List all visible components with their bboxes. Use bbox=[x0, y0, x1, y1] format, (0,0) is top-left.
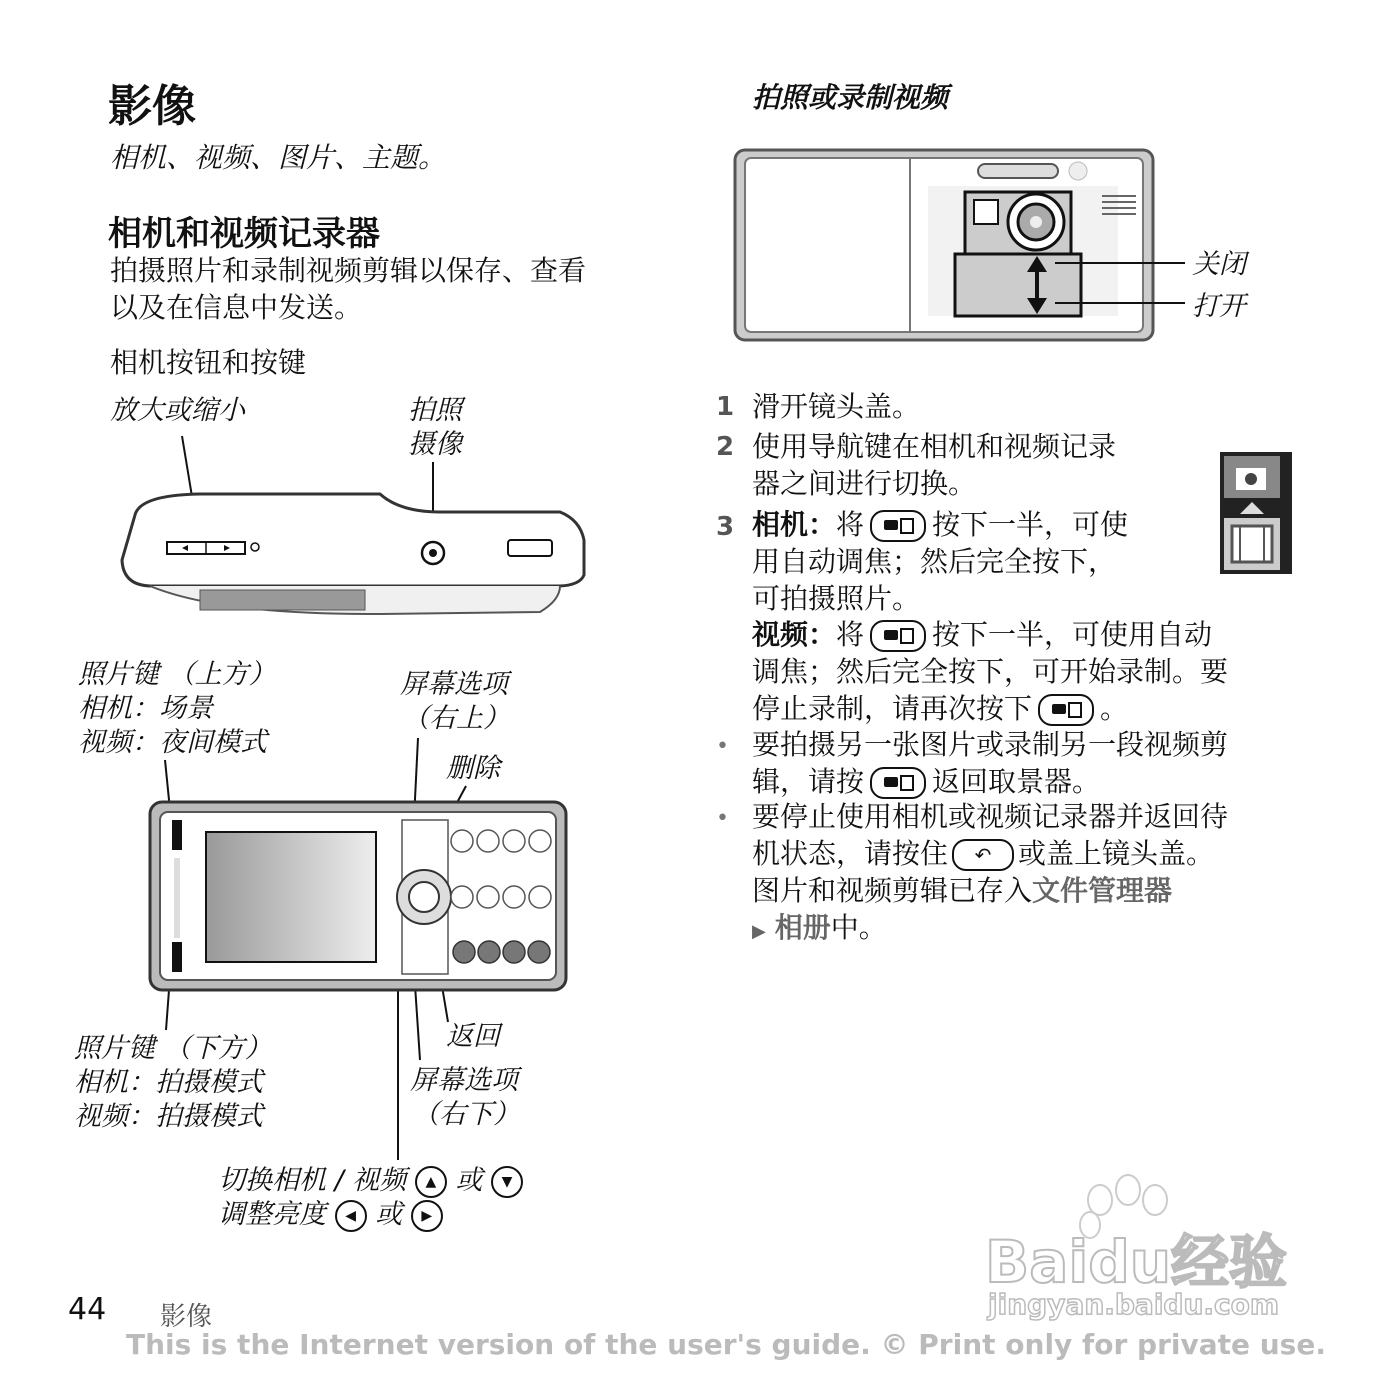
bullet-2-line-4 bbox=[752, 909, 887, 950]
camera-key-icon bbox=[1038, 694, 1094, 726]
label-photo-bottom-1: 照片键 （下方） bbox=[74, 1033, 272, 1064]
step-1-number: 1 bbox=[716, 392, 735, 422]
label-photo-top-2: 相机：场景 bbox=[78, 693, 213, 724]
step-1-text: 滑开镜头盖。 bbox=[752, 390, 921, 423]
page-number: 44 bbox=[68, 1292, 107, 1327]
paw-watermark-icon bbox=[0, 0, 1, 1]
baidu-watermark-url: jingyan.baidu.com bbox=[988, 1288, 1280, 1321]
label-switch bbox=[218, 1164, 523, 1198]
video-text-a: 将 bbox=[836, 618, 865, 651]
label-screen-top-1: 屏幕选项 bbox=[400, 669, 508, 700]
video-line-3 bbox=[752, 690, 1128, 727]
page-title: 影像 bbox=[108, 81, 196, 132]
bullet-1-line-2 bbox=[752, 763, 1100, 800]
bullet-1-line-1: 要拍摄另一张图片或录制另一段视频剪 bbox=[752, 728, 1229, 761]
bullet-2-marker: • bbox=[716, 806, 729, 831]
file-manager-link: 文件管理器 bbox=[1032, 874, 1173, 907]
bullet-2-text-a: 机状态，请按住 bbox=[752, 837, 949, 870]
step-3-text-a: 将 bbox=[836, 508, 865, 541]
label-brightness-or: 或 bbox=[375, 1199, 403, 1230]
label-screen-bottom-2: （右下） bbox=[412, 1099, 520, 1130]
step-3-number: 3 bbox=[716, 512, 735, 542]
bullet-2-text-c: 图片和视频剪辑已存入 bbox=[752, 874, 1033, 907]
intro-line-2: 以及在信息中发送。 bbox=[110, 291, 363, 324]
label-photo-top-1: 照片键 （上方） bbox=[78, 659, 276, 690]
bullet-1-marker: • bbox=[716, 734, 729, 759]
video-text-l3b: 。 bbox=[1100, 692, 1129, 725]
label-photo-bottom-2: 相机：拍摄模式 bbox=[74, 1067, 263, 1098]
buttons-heading: 相机按钮和按键 bbox=[110, 346, 307, 379]
step-3-label: 相机： bbox=[752, 508, 837, 541]
intro-line-1: 拍摄照片和录制视频剪辑以保存、查看 bbox=[110, 254, 587, 287]
bullet-2-line-3 bbox=[752, 872, 1172, 909]
video-line-2: 调焦；然后完全按下，可开始录制。要 bbox=[752, 655, 1229, 688]
label-screen-bottom-1: 屏幕选项 bbox=[410, 1065, 518, 1096]
nav-left-icon: ◀ bbox=[335, 1200, 367, 1232]
step-3-text-b: 按下一半，可使 bbox=[932, 508, 1129, 541]
step-2-number: 2 bbox=[716, 432, 735, 462]
nav-up-icon: ▲ bbox=[415, 1166, 447, 1198]
step-3-line-3: 可拍摄照片。 bbox=[752, 582, 921, 615]
camera-key-icon bbox=[870, 620, 926, 652]
arrow-right-icon: ▶ bbox=[752, 921, 766, 942]
label-back: 返回 bbox=[446, 1021, 500, 1052]
step-3-line-1 bbox=[752, 506, 1128, 543]
label-switch-text: 切换相机 / 视频 bbox=[218, 1165, 407, 1196]
label-screen-top-2: （右上） bbox=[402, 703, 510, 734]
camera-key-icon bbox=[870, 767, 926, 799]
footer-section: 影像 bbox=[160, 1302, 213, 1332]
video-text-l3a: 停止录制，请再次按下 bbox=[752, 692, 1033, 725]
label-shoot-1: 拍照 bbox=[408, 395, 462, 426]
album-link: 相册 bbox=[774, 911, 831, 944]
page-subtitle: 相机、视频、图片、主题。 bbox=[110, 141, 447, 174]
bullet-2-text-b: 或盖上镜头盖。 bbox=[1018, 837, 1215, 870]
label-brightness-text: 调整亮度 bbox=[218, 1199, 326, 1230]
footer-notice: This is the Internet version of the user's guide. © Print only for private use. bbox=[126, 1328, 1326, 1361]
back-key-icon: ↶ bbox=[952, 839, 1014, 871]
bullet-2-line-2 bbox=[752, 835, 1214, 872]
nav-down-icon: ▼ bbox=[491, 1166, 523, 1198]
camera-key-icon bbox=[870, 510, 926, 542]
step-3-line-2: 用自动调焦；然后完全按下， bbox=[752, 545, 1117, 578]
label-shoot-2: 摄像 bbox=[408, 429, 462, 460]
label-delete: 删除 bbox=[446, 753, 500, 784]
nav-right-icon: ▶ bbox=[411, 1200, 443, 1232]
video-line-1 bbox=[752, 616, 1212, 653]
bullet-2-text-d: 中。 bbox=[830, 911, 887, 944]
video-label: 视频： bbox=[752, 618, 837, 651]
label-close: 关闭 bbox=[1192, 249, 1246, 280]
step-2-line-2: 器之间进行切换。 bbox=[752, 467, 977, 500]
step-2-line-1: 使用导航键在相机和视频记录 bbox=[752, 430, 1117, 463]
right-heading: 拍照或录制视频 bbox=[752, 81, 949, 114]
bullet-1-text-b: 返回取景器。 bbox=[932, 765, 1101, 798]
bullet-1-text-a: 辑，请按 bbox=[752, 765, 865, 798]
baidu-watermark-logo: Baidu经验 bbox=[985, 1228, 1288, 1296]
section-title: 相机和视频记录器 bbox=[108, 214, 380, 254]
label-open: 打开 bbox=[1192, 291, 1246, 322]
label-photo-bottom-3: 视频：拍摄模式 bbox=[74, 1101, 263, 1132]
bullet-2-line-1: 要停止使用相机或视频记录器并返回待 bbox=[752, 800, 1229, 833]
label-photo-top-3: 视频：夜间模式 bbox=[78, 727, 267, 758]
label-switch-or: 或 bbox=[455, 1165, 483, 1196]
label-brightness bbox=[218, 1198, 443, 1232]
label-zoom: 放大或缩小 bbox=[110, 395, 245, 426]
video-text-b: 按下一半，可使用自动 bbox=[932, 618, 1213, 651]
